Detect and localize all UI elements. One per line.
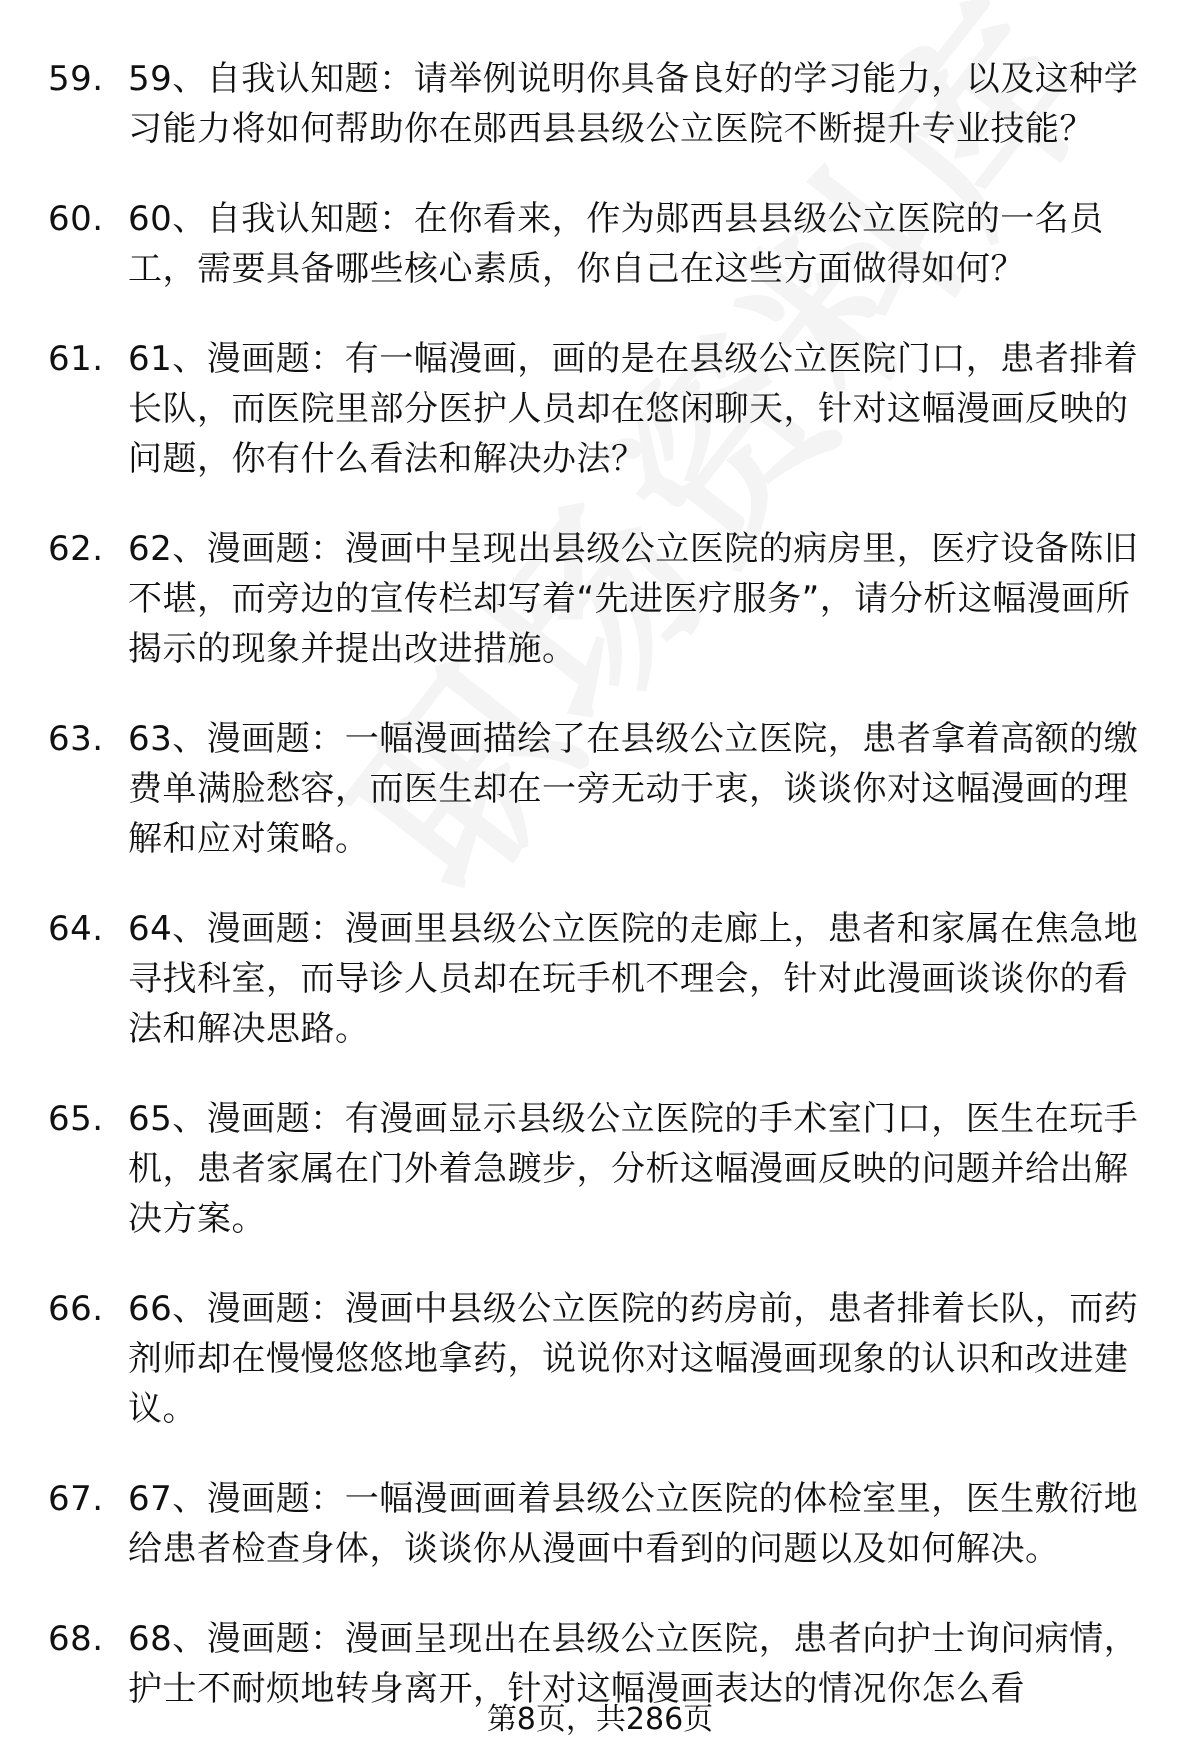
list-item <box>0 1474 1200 1574</box>
list-item <box>0 1284 1200 1434</box>
item-text: 66、漫画题：漫画中县级公立医院的药房前，患者排着长队，而药剂师却在慢慢悠悠地拿药，说说你对这幅漫画现象的认识和改进建议。 <box>128 1289 1139 1429</box>
item-number: 66. <box>48 1289 104 1329</box>
item-number: 59. <box>48 59 104 99</box>
list-item <box>0 904 1200 1054</box>
item-number: 64. <box>48 909 104 949</box>
item-text: 67、漫画题：一幅漫画画着县级公立医院的体检室里，医生敷衍地给患者检查身体，谈谈你从漫画中看到的问题以及如何解决。 <box>128 1479 1139 1569</box>
item-text: 65、漫画题：有漫画显示县级公立医院的手术室门口，医生在玩手机，患者家属在门外着急踱步，分析这幅漫画反映的问题并给出解决方案。 <box>128 1099 1139 1239</box>
list-item <box>0 524 1200 674</box>
item-number: 67. <box>48 1479 104 1519</box>
item-text: 62、漫画题：漫画中呈现出县级公立医院的病房里，医疗设备陈旧不堪，而旁边的宣传栏却写着“先进医疗服务”，请分析这幅漫画所揭示的现象并提出改进措施。 <box>128 529 1139 669</box>
list-item <box>0 194 1200 294</box>
question-list <box>0 54 1200 1754</box>
item-text: 59、自我认知题：请举例说明你具备良好的学习能力，以及这种学习能力将如何帮助你在郧西县县级公立医院不断提升专业技能？ <box>128 59 1139 149</box>
item-number: 62. <box>48 529 104 569</box>
list-item <box>0 1614 1200 1714</box>
item-number: 68. <box>48 1619 104 1659</box>
item-number: 61. <box>48 339 104 379</box>
item-text: 60、自我认知题：在你看来，作为郧西县县级公立医院的一名员工，需要具备哪些核心素质，你自己在这些方面做得如何？ <box>128 199 1104 289</box>
list-item <box>0 1094 1200 1244</box>
item-text: 63、漫画题：一幅漫画描绘了在县级公立医院，患者拿着高额的缴费单满脸愁容，而医生却在一旁无动于衷，谈谈你对这幅漫画的理解和应对策略。 <box>128 719 1139 859</box>
item-text: 64、漫画题：漫画里县级公立医院的走廊上，患者和家属在焦急地寻找科室，而导诊人员却在玩手机不理会，针对此漫画谈谈你的看法和解决思路。 <box>128 909 1139 1049</box>
list-item <box>0 54 1200 154</box>
list-item <box>0 334 1200 484</box>
item-text: 68、漫画题：漫画呈现出在县级公立医院，患者向护士询问病情，护士不耐烦地转身离开，针对这幅漫画表达的情况你怎么看 <box>128 1619 1139 1709</box>
item-text: 61、漫画题：有一幅漫画，画的是在县级公立医院门口，患者排着长队，而医院里部分医护人员却在悠闲聊天，针对这幅漫画反映的问题，你有什么看法和解决办法？ <box>128 339 1139 479</box>
list-item <box>0 714 1200 864</box>
item-number: 60. <box>48 199 104 239</box>
page-footer: 第8页，共286页 <box>486 1702 714 1737</box>
item-number: 63. <box>48 719 104 759</box>
item-number: 65. <box>48 1099 104 1139</box>
